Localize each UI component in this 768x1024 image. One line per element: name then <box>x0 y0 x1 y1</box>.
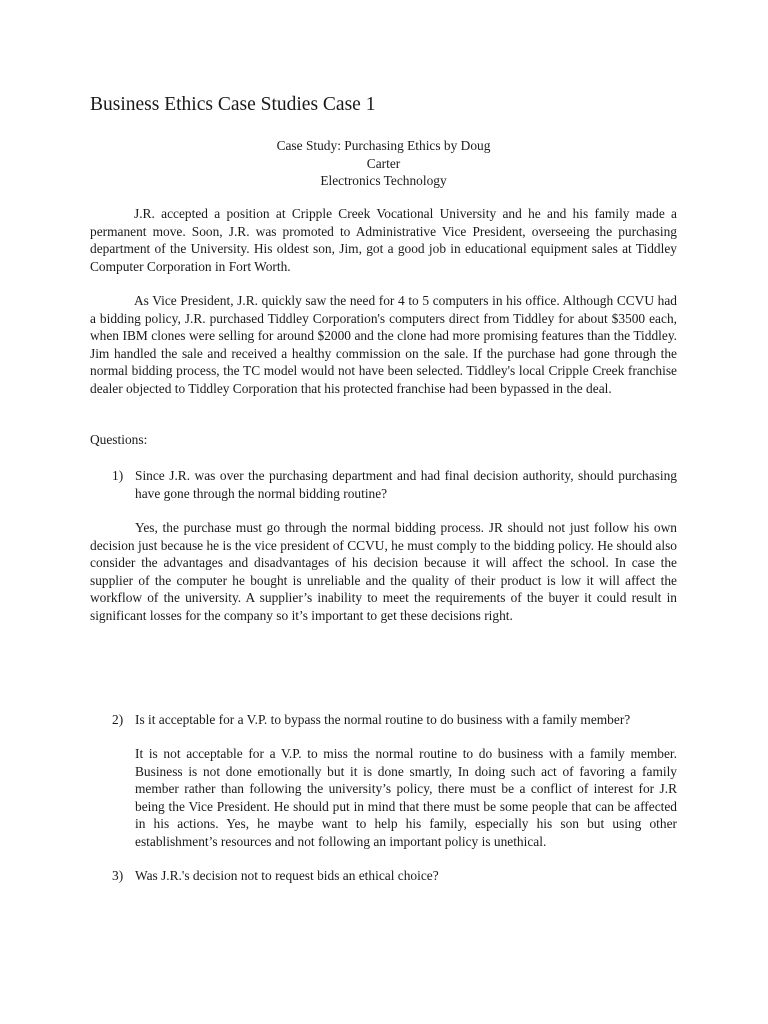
questions-label: Questions: <box>90 432 148 447</box>
question-3-number: 3) <box>112 868 124 883</box>
case-paragraph-1: J.R. accepted a position at Cripple Creek Vocational University and he and his family made a permanent move. Soon, J.R. was promoted to Administrative Vice President, overseeing the purchasing department of the University. His oldest son, Jim, got a good job in educational equipment sales at Tiddley Computer Corporation in Fort Worth. <box>90 206 677 274</box>
answer-1: Yes, the purchase must go through the normal bidding process. JR should not just follow his own decision just because he is the vice president of CCVU, he must comply to the bidding policy. He should also consider the advantages and disadvantages of his decision because it will affect the school. In case the supplier of the computer he bought is unreliable and the quality of their product is low it will affect the workflow of the university. A supplier’s inability to meet the requirements of the buyer it could result in significant losses for the company so it’s important to get these decisions right. <box>90 520 677 623</box>
question-1-text: Since J.R. was over the purchasing department and had final decision authority, should purchasing have gone through the normal bidding routine? <box>135 468 677 501</box>
document-title: Business Ethics Case Studies Case 1 <box>90 94 376 115</box>
subtitle-line-1: Case Study: Purchasing Ethics by Doug <box>276 138 491 153</box>
question-2 <box>90 711 677 729</box>
question-2-number: 2) <box>112 712 124 727</box>
case-paragraph-2: As Vice President, J.R. quickly saw the need for 4 to 5 computers in his office. Although CCVU had a bidding policy, J.R. purchased Tiddley Corporation's computers direct from Tiddley for about $3500 each, when IBM clones were selling for around $2000 and the clone had more promising features than the Tiddley. Jim handled the sale and received a healthy commission on the sale. If the purchase had gone through the normal bidding process, the TC model would not have been selected. Tiddley's local Cripple Creek franchise dealer objected to Tiddley Corporation that his protected franchise had been bypassed in the deal. <box>90 293 677 396</box>
question-1 <box>90 467 677 502</box>
subtitle-line-3: Electronics Technology <box>320 173 447 189</box>
question-2-text: Is it acceptable for a V.P. to bypass the normal routine to do business with a family member? <box>135 712 631 727</box>
subtitle-line-2: Carter <box>366 155 401 171</box>
case-study-subtitle <box>90 137 677 190</box>
answer-2: It is not acceptable for a V.P. to miss the normal routine to do business with a family member. Business is not done emotionally but it is done smartly, In doing such act of favoring a family member rather than following the university’s policy, there must be a conflict of interest for J.R being the Vice President. He should put in mind that there must be some people that can be affected in his actions. Yes, he maybe want to help his family, especially his son but using other establishment’s resources and not following an important policy is unethical. <box>135 746 677 849</box>
question-3 <box>90 867 677 885</box>
question-1-number: 1) <box>112 468 124 483</box>
question-3-text: Was J.R.'s decision not to request bids an ethical choice? <box>135 868 439 883</box>
